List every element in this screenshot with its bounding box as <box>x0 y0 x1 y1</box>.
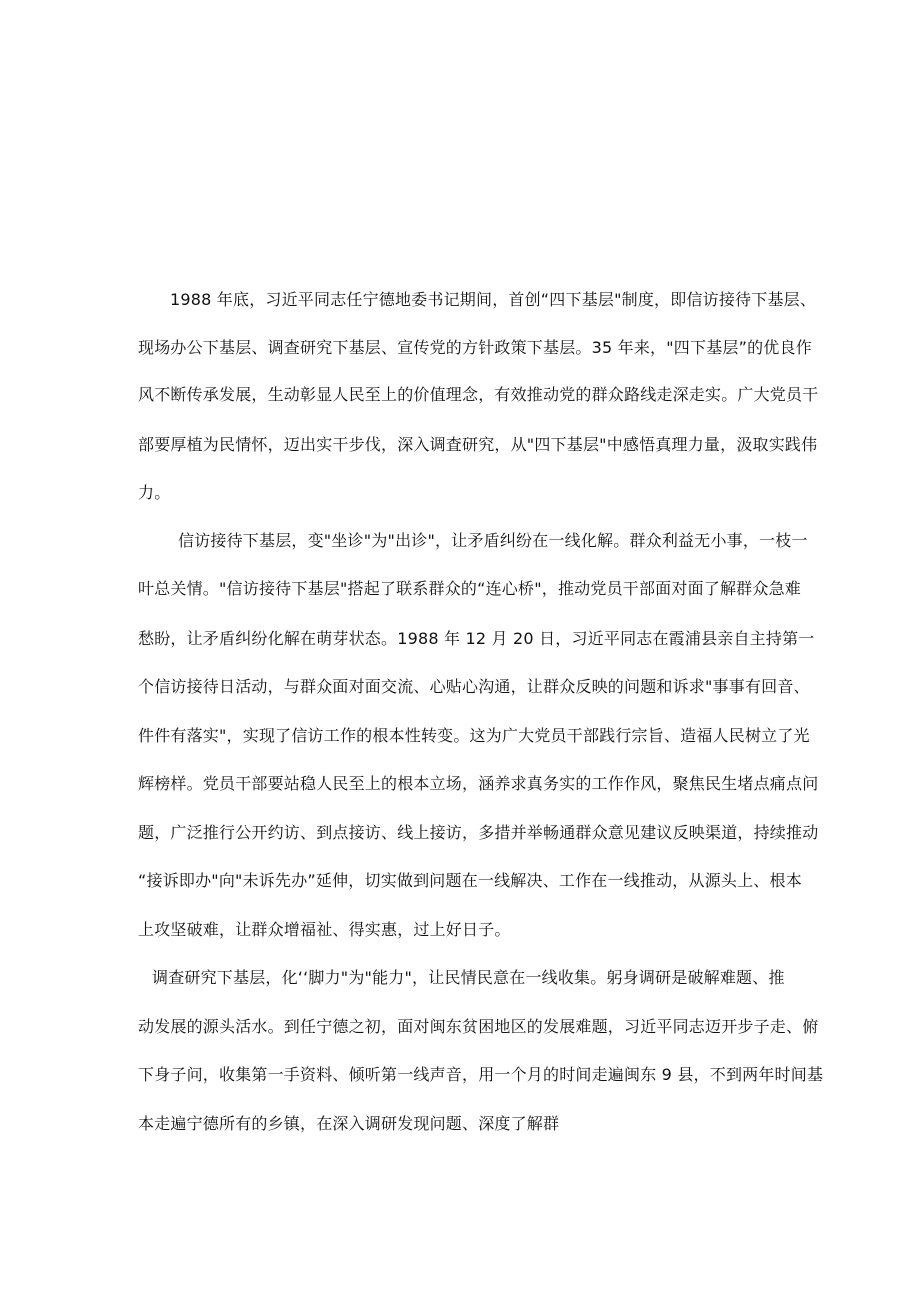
text-line: 上攻坚破难，让群众增福祉、得实惠，过上好日子。 <box>138 920 511 939</box>
text-line: 现场办公下基层、调查研究下基层、宣传党的方针政策下基层。35 年来，"四下基层”的优良作 <box>138 338 812 357</box>
text-line: 题，广泛推行公开约访、到点接访、线上接访，多措并举畅通群众意见建议反映渠道，持续推动 <box>138 823 819 842</box>
text-line: 个信访接待日活动，与群众面对面交流、心贴心沟通，让群众反映的问题和诉求"事事有回音、 <box>138 677 810 696</box>
text-line: “接诉即办"向"未诉先办”延伸，切实做到问题在一线解决、工作在一线推动，从源头上、根本 <box>138 871 802 890</box>
text-line: 部要厚植为民情怀，迈出实干步伐，深入调査研究，从"四下基层"中感悟真理力量，汲取实践伟 <box>138 435 818 454</box>
text-line: 风不断传承发展，生动彰显人民至上的价值理念，有效推动党的群众路线走深走实。广大党员干 <box>138 385 819 404</box>
text-line: 件件有落实"，实现了信访工作的根本性转变。这为广大党员干部践行宗旨、造福人民树立了光 <box>138 726 810 745</box>
text-line: 动发展的源头活水。到任宁德之初，面对闽东贫困地区的发展难题，习近平同志迈开步子走、俯 <box>138 1017 819 1036</box>
text-line: 本走遍宁德所有的乡镇，在深入调研发现问题、深度了解群 <box>138 1114 560 1133</box>
text-line: 叶总关情。"信访接待下基层"搭起了联系群众的“连心桥"，推动党员干部面对面了解群众急难 <box>138 579 801 598</box>
text-line: 辉榜样。党员干部要站稳人民至上的根本立场，涵养求真务实的工作作风，聚焦民生堵点痛点问 <box>138 774 819 793</box>
text-line: 下身子问，收集第一手资料、倾听第一线声音，用一个月的时间走遍闽东 9 县，不到两年时间基 <box>138 1065 824 1084</box>
text-line: 调查研究下基层，化‘‘脚力"为"能力"，让民情民意在一线收集。躬身调研是破解难题、推 <box>152 968 785 987</box>
text-line: 力。 <box>138 483 171 502</box>
text-line: 愁盼，让矛盾纠纷化解在萌芽状态。1988 年 12 月 20 日，习近平同志在霞浦县亲自主持第一 <box>138 629 815 648</box>
text-line: 信访接待下基层，变"坐诊"为"出诊"，让矛盾纠纷在一线化解。群众利益无小事，一枝一 <box>178 531 808 550</box>
text-line: 1988 年底，习近平同志任宁德地委书记期间，首创“四下基层"制度，即信访接待下基层、 <box>170 290 817 309</box>
